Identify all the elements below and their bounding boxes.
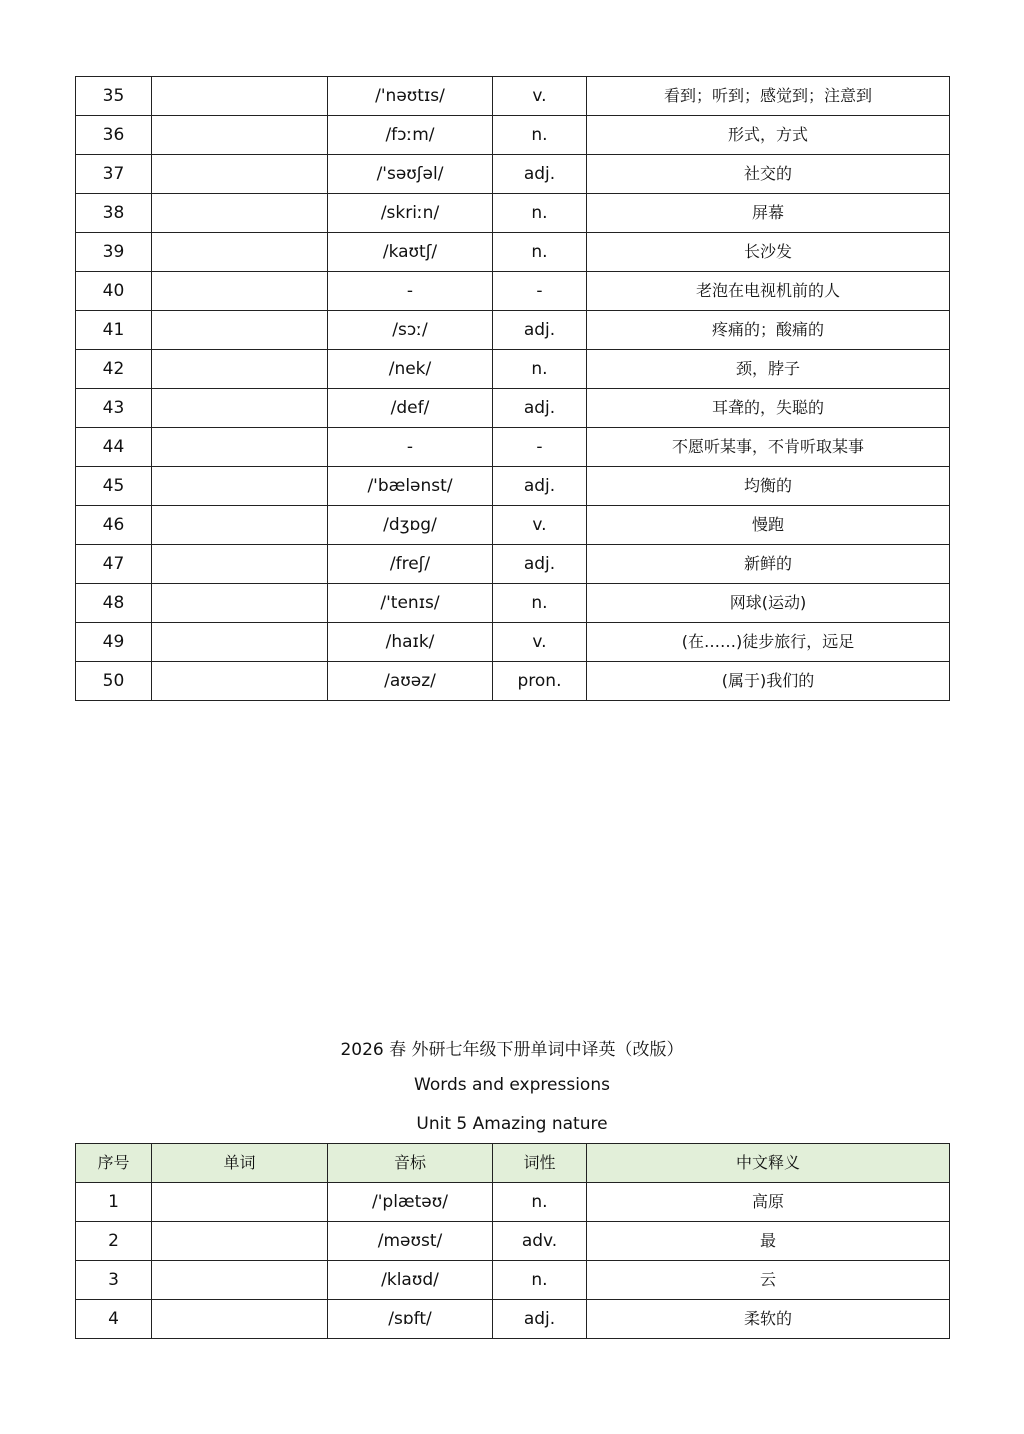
word-cell xyxy=(152,194,328,233)
vocab-table-header xyxy=(76,1144,950,1183)
number-cell: 39 xyxy=(76,233,152,272)
word-cell xyxy=(152,1300,328,1339)
word-cell xyxy=(152,623,328,662)
unit-title: Unit 5 Amazing nature xyxy=(416,1114,608,1134)
phonetic-cell: /freʃ/ xyxy=(328,545,493,584)
number-cell: 40 xyxy=(76,272,152,311)
phonetic-cell: /dʒɒg/ xyxy=(328,506,493,545)
part-of-speech-cell: v. xyxy=(493,623,587,662)
table-row xyxy=(76,155,950,194)
number-cell: 50 xyxy=(76,662,152,701)
table-row xyxy=(76,389,950,428)
phonetic-cell: /'bælənst/ xyxy=(328,467,493,506)
number-cell: 45 xyxy=(76,467,152,506)
table-row xyxy=(76,194,950,233)
chinese-meaning-cell: 最 xyxy=(587,1222,950,1261)
part-of-speech-cell: - xyxy=(493,272,587,311)
part-of-speech-cell: pron. xyxy=(493,662,587,701)
table-row xyxy=(76,506,950,545)
chinese-meaning-cell: 形式，方式 xyxy=(587,116,950,155)
table-row xyxy=(76,77,950,116)
word-cell xyxy=(152,155,328,194)
phonetic-cell: /nek/ xyxy=(328,350,493,389)
number-cell: 43 xyxy=(76,389,152,428)
number-cell: 3 xyxy=(76,1261,152,1300)
part-of-speech-cell: n. xyxy=(493,116,587,155)
phonetic-cell: /def/ xyxy=(328,389,493,428)
table-row xyxy=(76,1300,950,1339)
phonetic-cell: /'tenɪs/ xyxy=(328,584,493,623)
chinese-meaning-cell: 不愿听某事，不肯听取某事 xyxy=(587,428,950,467)
chinese-meaning-cell: 柔软的 xyxy=(587,1300,950,1339)
header-phonetic: 音标 xyxy=(328,1144,493,1183)
table-row xyxy=(76,584,950,623)
part-of-speech-cell: adj. xyxy=(493,389,587,428)
part-of-speech-cell: n. xyxy=(493,1183,587,1222)
table-row xyxy=(76,623,950,662)
header-word: 单词 xyxy=(152,1144,328,1183)
word-cell xyxy=(152,311,328,350)
chinese-meaning-cell: 疼痛的；酸痛的 xyxy=(587,311,950,350)
phonetic-cell: /'nəʊtɪs/ xyxy=(328,77,493,116)
header-part-of-speech: 词性 xyxy=(493,1144,587,1183)
part-of-speech-cell: adj. xyxy=(493,467,587,506)
chinese-meaning-cell: 慢跑 xyxy=(587,506,950,545)
part-of-speech-cell: adv. xyxy=(493,1222,587,1261)
word-cell xyxy=(152,272,328,311)
document-subtitle: Words and expressions xyxy=(414,1075,610,1095)
phonetic-cell: - xyxy=(328,428,493,467)
number-cell: 2 xyxy=(76,1222,152,1261)
number-cell: 42 xyxy=(76,350,152,389)
chinese-meaning-cell: 长沙发 xyxy=(587,233,950,272)
word-cell xyxy=(152,77,328,116)
vocab-table-top xyxy=(75,76,950,701)
number-cell: 4 xyxy=(76,1300,152,1339)
part-of-speech-cell: n. xyxy=(493,350,587,389)
word-cell xyxy=(152,662,328,701)
phonetic-cell: /haɪk/ xyxy=(328,623,493,662)
word-cell xyxy=(152,545,328,584)
word-cell xyxy=(152,1183,328,1222)
table-row xyxy=(76,272,950,311)
number-cell: 37 xyxy=(76,155,152,194)
word-cell xyxy=(152,506,328,545)
chinese-meaning-cell: 网球(运动) xyxy=(587,584,950,623)
part-of-speech-cell: n. xyxy=(493,194,587,233)
table-row xyxy=(76,116,950,155)
part-of-speech-cell: adj. xyxy=(493,545,587,584)
number-cell: 44 xyxy=(76,428,152,467)
word-cell xyxy=(152,584,328,623)
vocab-table-unit5 xyxy=(75,1143,950,1339)
word-cell xyxy=(152,428,328,467)
word-cell xyxy=(152,467,328,506)
table-row xyxy=(76,233,950,272)
part-of-speech-cell: v. xyxy=(493,77,587,116)
chinese-meaning-cell: 均衡的 xyxy=(587,467,950,506)
phonetic-cell: /sɔː/ xyxy=(328,311,493,350)
word-cell xyxy=(152,1222,328,1261)
number-cell: 38 xyxy=(76,194,152,233)
part-of-speech-cell: n. xyxy=(493,584,587,623)
chinese-meaning-cell: 社交的 xyxy=(587,155,950,194)
phonetic-cell: /məʊst/ xyxy=(328,1222,493,1261)
table-row xyxy=(76,311,950,350)
number-cell: 41 xyxy=(76,311,152,350)
phonetic-cell: /aʊəz/ xyxy=(328,662,493,701)
table-row xyxy=(76,1261,950,1300)
chinese-meaning-cell: 新鲜的 xyxy=(587,545,950,584)
word-cell xyxy=(152,1261,328,1300)
part-of-speech-cell: v. xyxy=(493,506,587,545)
phonetic-cell: /'səʊʃəl/ xyxy=(328,155,493,194)
chinese-meaning-cell: (在……)徒步旅行，远足 xyxy=(587,623,950,662)
word-cell xyxy=(152,233,328,272)
part-of-speech-cell: adj. xyxy=(493,1300,587,1339)
phonetic-cell: /skriːn/ xyxy=(328,194,493,233)
number-cell: 35 xyxy=(76,77,152,116)
number-cell: 48 xyxy=(76,584,152,623)
chinese-meaning-cell: 老泡在电视机前的人 xyxy=(587,272,950,311)
chinese-meaning-cell: 耳聋的，失聪的 xyxy=(587,389,950,428)
word-cell xyxy=(152,116,328,155)
number-cell: 49 xyxy=(76,623,152,662)
phonetic-cell: /fɔːm/ xyxy=(328,116,493,155)
phonetic-cell: /klaʊd/ xyxy=(328,1261,493,1300)
header-row xyxy=(76,1144,950,1183)
chinese-meaning-cell: 高原 xyxy=(587,1183,950,1222)
part-of-speech-cell: n. xyxy=(493,233,587,272)
header-number: 序号 xyxy=(76,1144,152,1183)
table-row xyxy=(76,1222,950,1261)
header-chinese-meaning: 中文释义 xyxy=(587,1144,950,1183)
table-row xyxy=(76,662,950,701)
table-row xyxy=(76,545,950,584)
chinese-meaning-cell: 云 xyxy=(587,1261,950,1300)
vocab-table-top-body xyxy=(76,77,950,701)
number-cell: 46 xyxy=(76,506,152,545)
chinese-meaning-cell: 看到；听到；感觉到；注意到 xyxy=(587,77,950,116)
table-row xyxy=(76,428,950,467)
number-cell: 47 xyxy=(76,545,152,584)
table-row xyxy=(76,1183,950,1222)
phonetic-cell: /sɒft/ xyxy=(328,1300,493,1339)
part-of-speech-cell: - xyxy=(493,428,587,467)
phonetic-cell: /kaʊtʃ/ xyxy=(328,233,493,272)
part-of-speech-cell: n. xyxy=(493,1261,587,1300)
table-row xyxy=(76,467,950,506)
part-of-speech-cell: adj. xyxy=(493,311,587,350)
number-cell: 1 xyxy=(76,1183,152,1222)
word-cell xyxy=(152,350,328,389)
phonetic-cell: - xyxy=(328,272,493,311)
phonetic-cell: /'plætəʊ/ xyxy=(328,1183,493,1222)
table-row xyxy=(76,350,950,389)
vocab-table-unit5-body xyxy=(76,1183,950,1339)
chinese-meaning-cell: 屏幕 xyxy=(587,194,950,233)
word-cell xyxy=(152,389,328,428)
number-cell: 36 xyxy=(76,116,152,155)
part-of-speech-cell: adj. xyxy=(493,155,587,194)
document-title: 2026 春 外研七年级下册单词中译英（改版） xyxy=(340,1040,684,1060)
chinese-meaning-cell: 颈，脖子 xyxy=(587,350,950,389)
chinese-meaning-cell: (属于)我们的 xyxy=(587,662,950,701)
